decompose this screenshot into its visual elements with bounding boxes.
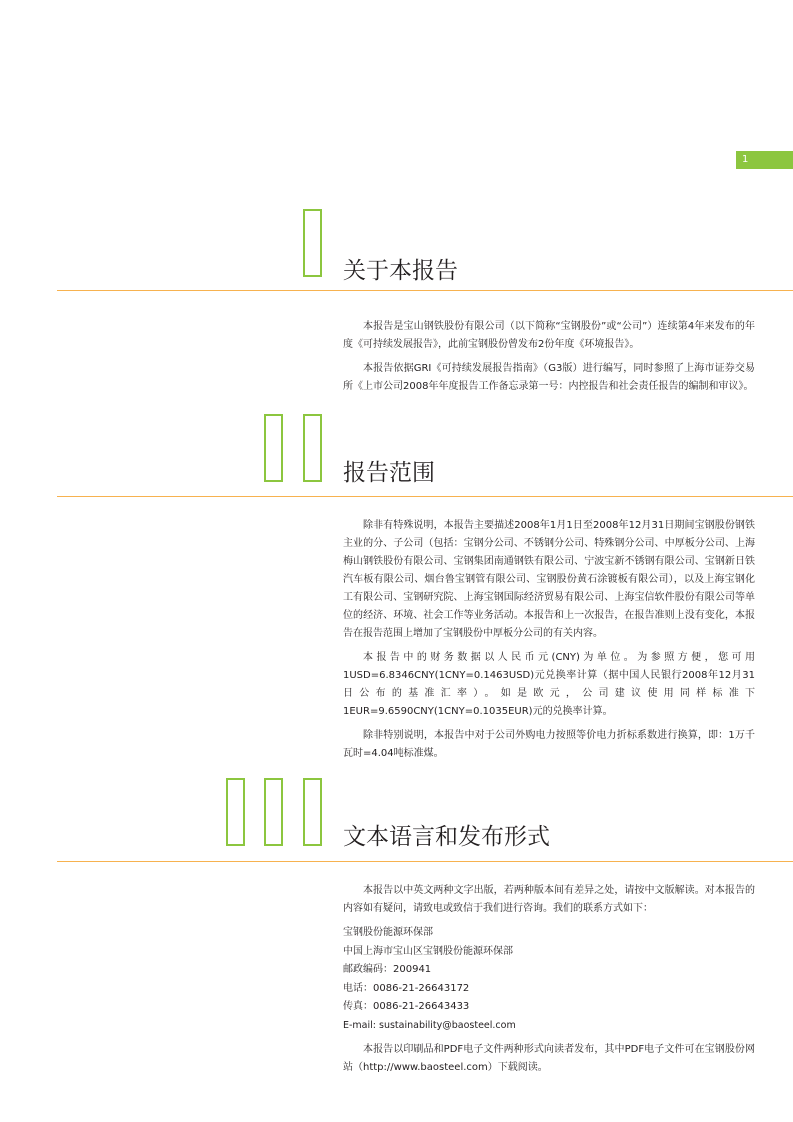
section-divider [57, 290, 793, 291]
section-body-about [343, 318, 755, 402]
paragraph: 本报告是宝山钢铁股份有限公司（以下简称“宝钢股份”或“公司”）连续第4年来发布的年度《可持续发展报告》，此前宝钢股份曾发布2份年度《环境报告》。 [343, 321, 755, 350]
section-marker-box [303, 209, 322, 277]
section-divider [57, 496, 793, 497]
section-title-language: 文本语言和发布形式 [343, 824, 550, 850]
section-title-scope: 报告范围 [343, 460, 435, 486]
section-marker-box [264, 778, 283, 846]
page-number-tab: 1 [736, 151, 793, 169]
section-body-scope [343, 517, 755, 769]
section-marker-box [264, 414, 283, 482]
paragraph: 本报告中的财务数据以人民币元(CNY)为单位。为参照方便，您可用1USD=6.8346CNY(1CNY=0.1463USD)元兑换率计算（据中国人民银行2008年12月31日公布的基准汇率）。如是欧元，公司建议使用同样标准下1EUR=9.6590CNY(1CNY=0.1035EUR)元的兑换率计算。 [343, 652, 755, 717]
contact-address: 中国上海市宝山区宝钢股份能源环保部 [343, 945, 513, 957]
section-body-language [343, 882, 755, 1083]
paragraph: 本报告依据GRI《可持续发展报告指南》（G3版）进行编写，同时参照了上海市证券交易所《上市公司2008年年度报告工作备忘录第一号：内控报告和社会责任报告的编制和审议》。 [343, 363, 755, 392]
contact-postcode: 邮政编码：200941 [343, 964, 432, 975]
paragraph: 本报告以印刷品和PDF电子文件两种形式向读者发布，其中PDF电子文件可在宝钢股份网站（http://www.baosteel.com）下载阅读。 [343, 1044, 755, 1073]
paragraph: 除非有特殊说明，本报告主要描述2008年1月1日至2008年12月31日期间宝钢股份钢铁主业的分、子公司（包括：宝钢分公司、不锈钢分公司、特殊钢分公司、中厚板分公司、上海梅山钢铁股份有限公司、宝钢集团南通钢铁有限公司、宁波宝新不锈钢有限公司、宝钢新日铁汽车板有限公司、烟台鲁宝钢管有限公司、宝钢股份黄石涂镀板有限公司），以及上海宝钢化工有限公司、宝钢研究院、上海宝钢国际经济贸易有限公司、上海宝信软件股份有限公司等单位的经济、环境、社会工作等业务活动。本报告和上一次报告，在报告准则上没有变化，本报告在报告范围上增加了宝钢股份中厚板分公司的有关内容。 [343, 520, 755, 639]
section-marker-box [226, 778, 245, 846]
contact-dept: 宝钢股份能源环保部 [343, 927, 433, 938]
section-marker-box [303, 778, 322, 846]
contact-fax: 传真：0086-21-26643433 [343, 1001, 470, 1012]
paragraph: 除非特别说明，本报告中对于公司外购电力按照等价电力折标系数进行换算，即：1万千瓦时=4.04吨标准煤。 [343, 730, 755, 759]
section-title-about: 关于本报告 [343, 258, 458, 284]
section-divider [57, 861, 793, 862]
paragraph: 本报告以中英文两种文字出版，若两种版本间有差异之处，请按中文版解读。对本报告的内容如有疑问，请致电或致信于我们进行咨询。我们的联系方式如下： [343, 885, 755, 914]
contact-phone: 电话：0086-21-26643172 [343, 982, 470, 994]
contact-email: E-mail: sustainability@baosteel.com [343, 1019, 516, 1031]
section-marker-box [303, 414, 322, 482]
